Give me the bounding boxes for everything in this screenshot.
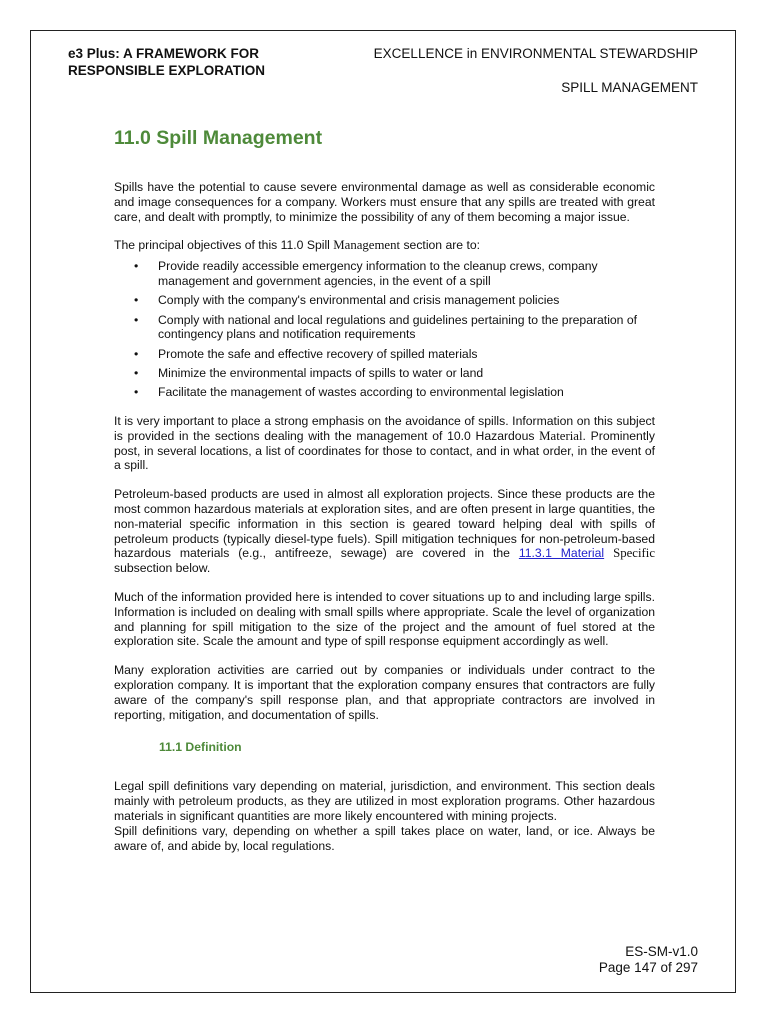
- main-content: [114, 125, 655, 867]
- avoidance-paragraph: It is very important to place a strong emphasis on the avoidance of spills. Information on this subject is provided in the sections dealing with the management of 10.0 Hazardous Material. Prominently post, in several locations, a list of coordinates for those to contact, and in what order, in the event of a spill.: [114, 414, 655, 473]
- running-header: [374, 45, 698, 96]
- list-item: • Comply with the company's environmental and crisis management policies: [134, 293, 560, 308]
- section-heading: 11.0 Spill Management: [114, 127, 323, 149]
- bullet-icon: •: [134, 293, 139, 308]
- list-item: • Facilitate the management of wastes according to environmental legislation: [134, 385, 564, 400]
- intro-paragraph: Spills have the potential to cause severe environmental damage as well as considerable economic and image consequences for a company. Workers must ensure that any spills are treated with great care, and dealt with promptly, to minimize the possibility of any of them becoming a major issue.: [114, 180, 655, 224]
- bullet-icon: •: [134, 259, 139, 274]
- contractor-paragraph: Many exploration activities are carried out by companies or individuals under contract to the exploration company. It is important that the exploration company ensures that contractors are fully aware of the company's spill response plan, and that appropriate contractors are involved in reporting, mitigation, and documentation of spills.: [114, 663, 655, 722]
- list-item: • Promote the safe and effective recovery of spilled materials: [134, 346, 478, 361]
- material-specific-link[interactable]: 11.3.1 Material: [518, 546, 605, 561]
- document-title-line2: RESPONSIBLE EXPLORATION: [68, 63, 266, 78]
- page-number: Page 147 of 297: [598, 960, 698, 975]
- series-title: EXCELLENCE in ENVIRONMENTAL STEWARDSHIP: [373, 46, 698, 61]
- document-id: ES-SM-v1.0: [625, 944, 698, 959]
- page-footer: [599, 944, 698, 976]
- petroleum-paragraph: Petroleum-based products are used in almost all exploration projects. Since these products are the most common hazardous materials at exploration sites, and are often present in large quantities, the non-material specific information in this section is geared toward helping deal with spills of petroleum products (typically diesel-type fuels). Spill mitigation techniques for non-petroleum-based hazardous materials (e.g., antifreeze, sewage) are covered in the 11.3.1 Material Specific subsection below.: [114, 487, 656, 576]
- bullet-icon: •: [134, 385, 139, 400]
- bullet-icon: •: [134, 312, 139, 327]
- definition-paragraph: Legal spill definitions vary depending on material, jurisdiction, and environment. This section deals mainly with petroleum products, as they are utilized in most exploration programs. Other hazardous materials in significant quantities are more likely encountered with mining projects. Spill definitions vary, depending on whether a spill takes place on water, land, or ice. Always be aware of, and abide by, local regulations.: [114, 779, 655, 853]
- chapter-title: SPILL MANAGEMENT: [561, 80, 698, 95]
- list-item: • Minimize the environmental impacts of spills to water or land: [134, 365, 484, 380]
- objectives-lead: The principal objectives of this 11.0 Spill Management section are to:: [114, 238, 481, 253]
- document-title-line1: e3 Plus: A FRAMEWORK FOR: [68, 46, 260, 61]
- subsection-heading: 11.1 Definition: [159, 740, 242, 755]
- document-title: [68, 45, 265, 79]
- bullet-icon: •: [134, 346, 139, 361]
- scale-paragraph: Much of the information provided here is intended to cover situations up to and including large spills. Information is included on dealing with small spills where appropriate. Scale the level of organization and planning for spill mitigation to the size of the project and the amount of fuel stored at the exploration site. Scale the amount and type of spill response equipment accordingly as well.: [114, 590, 655, 649]
- objectives-list: [114, 259, 655, 400]
- list-item: • Provide readily accessible emergency information to the cleanup crews, company management and government agencies, in the event of a spill: [134, 259, 598, 288]
- bullet-icon: •: [134, 365, 139, 380]
- list-item: • Comply with national and local regulations and guidelines pertaining to the preparation of contingency plans and notification requirements: [134, 312, 638, 342]
